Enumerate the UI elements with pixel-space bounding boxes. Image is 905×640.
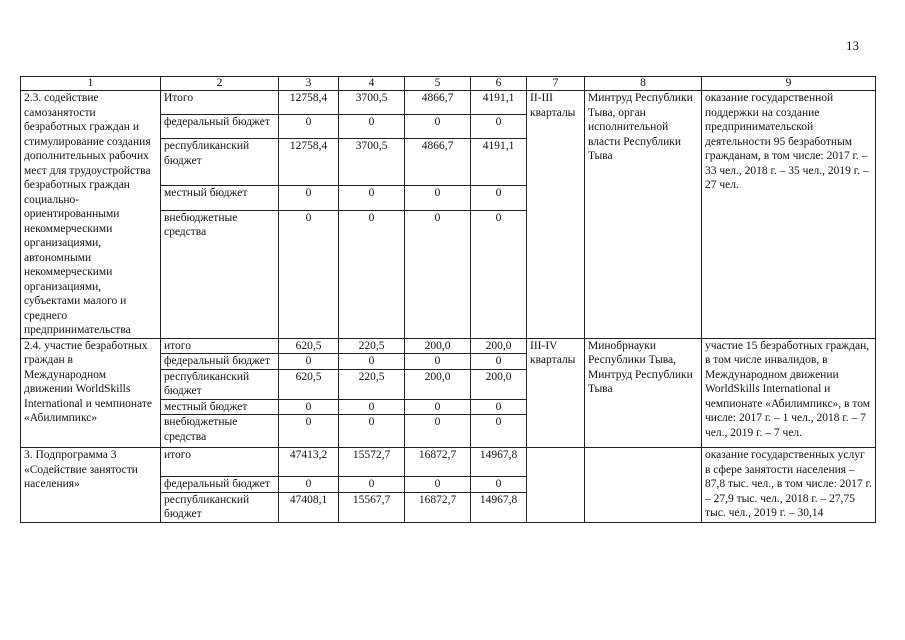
value-cell: 0 bbox=[279, 399, 339, 415]
period-cell bbox=[527, 448, 585, 523]
value-cell: 14967,8 bbox=[471, 492, 527, 522]
value-cell: 200,0 bbox=[471, 369, 527, 399]
value-cell: 0 bbox=[339, 210, 405, 338]
period-cell: II-III кварталы bbox=[527, 91, 585, 339]
value-cell: 200,0 bbox=[405, 338, 471, 354]
header-cell: 9 bbox=[702, 77, 876, 91]
value-cell: 0 bbox=[471, 415, 527, 448]
source-cell: республиканский бюджет bbox=[161, 492, 279, 522]
value-cell: 0 bbox=[405, 354, 471, 370]
value-cell: 0 bbox=[279, 354, 339, 370]
value-cell: 220,5 bbox=[339, 369, 405, 399]
value-cell: 4191,1 bbox=[471, 91, 527, 115]
table-row bbox=[21, 448, 876, 477]
header-cell: 5 bbox=[405, 77, 471, 91]
value-cell: 0 bbox=[405, 115, 471, 139]
value-cell: 0 bbox=[405, 210, 471, 338]
value-cell: 12758,4 bbox=[279, 91, 339, 115]
value-cell: 0 bbox=[471, 399, 527, 415]
source-cell: местный бюджет bbox=[161, 186, 279, 210]
value-cell: 47408,1 bbox=[279, 492, 339, 522]
result-cell: оказание государственных услуг в сфере занятости населения – 87,8 тыс. чел., в том числе: 2017 г. – 27,9 тыс. чел., 2018 г. – 27,75 тыс. чел., 2019 г. – 30,14 bbox=[702, 448, 876, 523]
value-cell: 0 bbox=[279, 186, 339, 210]
header-cell: 2 bbox=[161, 77, 279, 91]
value-cell: 220,5 bbox=[339, 338, 405, 354]
source-cell: республиканский бюджет bbox=[161, 139, 279, 186]
source-cell: федеральный бюджет bbox=[161, 477, 279, 493]
value-cell: 0 bbox=[339, 415, 405, 448]
table-row bbox=[21, 91, 876, 115]
header-row bbox=[21, 77, 876, 91]
value-cell: 200,0 bbox=[405, 369, 471, 399]
header-cell: 4 bbox=[339, 77, 405, 91]
executor-cell: Минобрнауки Республики Тыва, Минтруд Республики Тыва bbox=[585, 338, 702, 448]
value-cell: 12758,4 bbox=[279, 139, 339, 186]
executor-cell bbox=[585, 448, 702, 523]
period-cell: III-IV кварталы bbox=[527, 338, 585, 448]
source-cell: внебюджетные средства bbox=[161, 415, 279, 448]
result-cell: участие 15 безработных граждан, в том числе инвалидов, в Международном движении WorldSkills International и чемпионате «Абилимпикс», в том числе: 2017 г. – 1 чел., 2018 г. – 7 чел., 2019 г. – 7 чел. bbox=[702, 338, 876, 448]
value-cell: 15567,7 bbox=[339, 492, 405, 522]
page-number: 13 bbox=[846, 38, 859, 53]
table-row bbox=[21, 338, 876, 354]
value-cell: 0 bbox=[339, 115, 405, 139]
value-cell: 620,5 bbox=[279, 338, 339, 354]
source-cell: итого bbox=[161, 448, 279, 477]
value-cell: 3700,5 bbox=[339, 91, 405, 115]
measure-cell: 2.3. содействие самозанятости безработных граждан и стимулирование создания дополнительных рабочих мест для трудоустройства безработных граждан социально-ориентированными некоммерческими организациями, автономными некоммерческими организациями, субъектами малого и среднего предпринимательства bbox=[21, 91, 161, 339]
value-cell: 0 bbox=[339, 477, 405, 493]
value-cell: 0 bbox=[339, 354, 405, 370]
value-cell: 0 bbox=[471, 477, 527, 493]
value-cell: 3700,5 bbox=[339, 139, 405, 186]
source-cell: федеральный бюджет bbox=[161, 115, 279, 139]
value-cell: 4866,7 bbox=[405, 91, 471, 115]
value-cell: 0 bbox=[279, 415, 339, 448]
value-cell: 4866,7 bbox=[405, 139, 471, 186]
value-cell: 47413,2 bbox=[279, 448, 339, 477]
value-cell: 200,0 bbox=[471, 338, 527, 354]
value-cell: 0 bbox=[471, 354, 527, 370]
value-cell: 0 bbox=[471, 115, 527, 139]
source-cell: итого bbox=[161, 338, 279, 354]
value-cell: 620,5 bbox=[279, 369, 339, 399]
measure-cell: 2.4. участие безработных граждан в Международном движении WorldSkills International и чемпионате «Абилимпикс» bbox=[21, 338, 161, 448]
value-cell: 0 bbox=[339, 399, 405, 415]
value-cell: 0 bbox=[279, 210, 339, 338]
source-cell: федеральный бюджет bbox=[161, 354, 279, 370]
value-cell: 14967,8 bbox=[471, 448, 527, 477]
value-cell: 15572,7 bbox=[339, 448, 405, 477]
program-table bbox=[20, 76, 876, 523]
source-cell: Итого bbox=[161, 91, 279, 115]
source-cell: республиканский бюджет bbox=[161, 369, 279, 399]
value-cell: 0 bbox=[405, 477, 471, 493]
result-cell: оказание государственной поддержки на создание предпринимательской деятельности 95 безработным гражданам, в том числе: 2017 г. – 33 чел., 2018 г. – 35 чел., 2019 г. – 27 чел. bbox=[702, 91, 876, 339]
header-cell: 1 bbox=[21, 77, 161, 91]
executor-cell: Минтруд Республики Тыва, орган исполнительной власти Республики Тыва bbox=[585, 91, 702, 339]
value-cell: 0 bbox=[405, 186, 471, 210]
header-cell: 7 bbox=[527, 77, 585, 91]
header-cell: 3 bbox=[279, 77, 339, 91]
value-cell: 0 bbox=[405, 415, 471, 448]
value-cell: 0 bbox=[405, 399, 471, 415]
header-cell: 8 bbox=[585, 77, 702, 91]
source-cell: местный бюджет bbox=[161, 399, 279, 415]
header-cell: 6 bbox=[471, 77, 527, 91]
value-cell: 0 bbox=[471, 210, 527, 338]
value-cell: 4191,1 bbox=[471, 139, 527, 186]
value-cell: 0 bbox=[471, 186, 527, 210]
value-cell: 16872,7 bbox=[405, 492, 471, 522]
value-cell: 0 bbox=[339, 186, 405, 210]
value-cell: 0 bbox=[279, 115, 339, 139]
measure-cell: 3. Подпрограмма 3 «Содействие занятости населения» bbox=[21, 448, 161, 523]
value-cell: 0 bbox=[279, 477, 339, 493]
source-cell: внебюджетные средства bbox=[161, 210, 279, 338]
value-cell: 16872,7 bbox=[405, 448, 471, 477]
